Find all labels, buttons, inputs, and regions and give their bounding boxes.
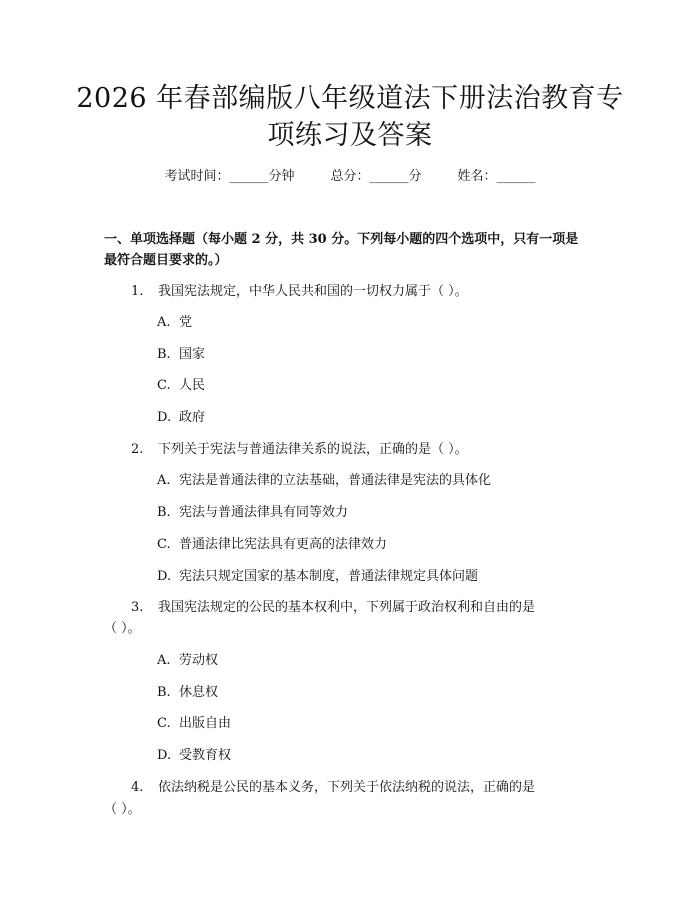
question-4-continuation: （ ）。 — [104, 802, 141, 817]
option-letter: D. — [157, 748, 172, 763]
exam-title-line-2: 项练习及答案 — [267, 120, 433, 151]
option-letter: A. — [157, 473, 171, 488]
exam-info-line — [0, 168, 700, 186]
option-3b — [157, 684, 218, 702]
question-text: 我国宪法规定的公民的基本权利中，下列属于政治权利和自由的是 — [158, 600, 536, 615]
option-letter: D. — [157, 569, 172, 584]
option-3d — [157, 747, 231, 765]
option-letter: B. — [157, 505, 171, 520]
option-text: 宪法只规定国家的基本制度，普通法律规定具体问题 — [179, 569, 479, 584]
option-3a — [157, 652, 218, 670]
option-letter: D. — [157, 410, 172, 425]
option-2c — [157, 536, 387, 554]
option-1b — [157, 346, 205, 364]
option-2b — [157, 504, 348, 522]
option-text: 休息权 — [179, 685, 219, 700]
question-text: 我国宪法规定，中华人民共和国的一切权力属于（ ）。 — [158, 284, 468, 299]
question-1 — [131, 283, 468, 301]
option-1a — [157, 314, 192, 332]
option-2d — [157, 568, 478, 586]
student-name-field: 姓名：______ — [457, 169, 536, 184]
question-3 — [131, 599, 535, 617]
option-letter: B. — [157, 347, 171, 362]
option-text: 政府 — [179, 410, 206, 425]
section-heading-line-1: 一、单项选择题（每小题 2 分，共 30 分。下列每小题的四个选项中，只有一项是 — [104, 232, 579, 247]
option-text: 国家 — [179, 347, 206, 362]
option-text: 普通法律比宪法具有更高的法律效力 — [179, 537, 388, 552]
exam-time-field: 考试时间：______分钟 — [164, 169, 295, 184]
exam-title-line-1: 2026 年春部编版八年级道法下册法治教育专 — [76, 83, 624, 114]
question-2 — [131, 441, 468, 459]
option-text: 宪法是普通法律的立法基础，普通法律是宪法的具体化 — [179, 473, 492, 488]
option-letter: C. — [157, 378, 171, 393]
question-text: 依法纳税是公民的基本义务，下列关于依法纳税的说法，正确的是 — [158, 780, 536, 795]
option-text: 人民 — [179, 378, 206, 393]
option-text: 受教育权 — [179, 748, 232, 763]
option-letter: B. — [157, 685, 171, 700]
option-letter: C. — [157, 716, 171, 731]
option-letter: C. — [157, 537, 171, 552]
option-letter: A. — [157, 653, 171, 668]
option-text: 宪法与普通法律具有同等效力 — [179, 505, 349, 520]
option-1c — [157, 377, 205, 395]
option-letter: A. — [157, 315, 171, 330]
question-number: 2. — [131, 442, 144, 457]
question-number: 3. — [131, 600, 144, 615]
option-2a — [157, 472, 491, 490]
option-text: 党 — [179, 315, 193, 330]
question-text: 下列关于宪法与普通法律关系的说法，正确的是（ ）。 — [158, 442, 468, 457]
section-heading-line-2: 最符合题目要求的。） — [104, 253, 228, 268]
option-1d — [157, 409, 205, 427]
question-number: 4. — [131, 780, 144, 795]
total-score-field: 总分：______分 — [330, 169, 422, 184]
question-3-continuation: （ ）。 — [104, 621, 141, 636]
question-number: 1. — [131, 284, 144, 299]
option-text: 出版自由 — [179, 716, 232, 731]
option-text: 劳动权 — [179, 653, 219, 668]
option-3c — [157, 715, 231, 733]
question-4 — [131, 779, 535, 797]
